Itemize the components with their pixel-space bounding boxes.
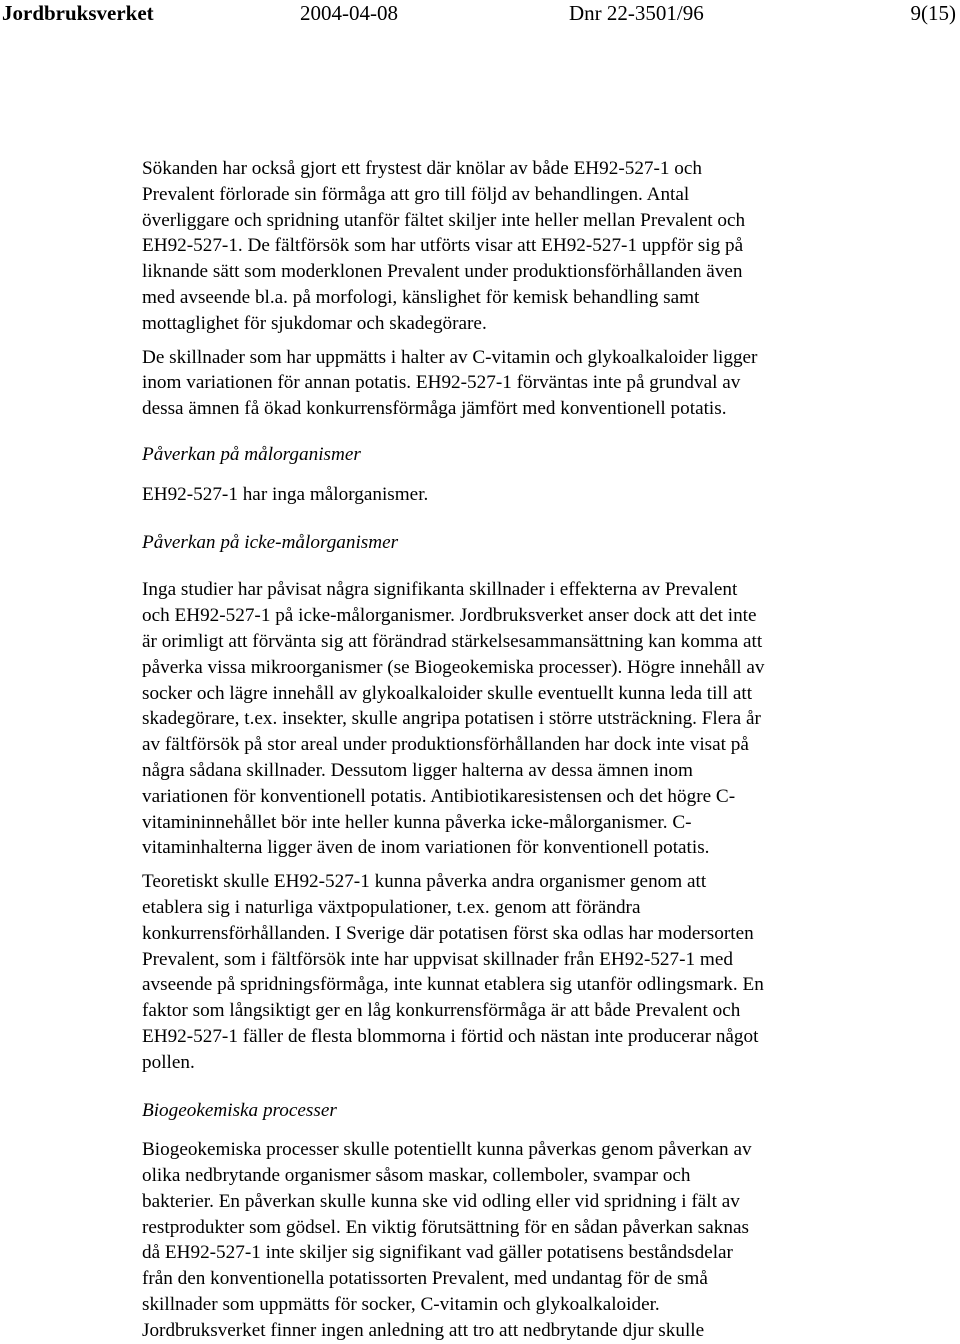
header-organization: Jordbruksverket (2, 1, 154, 25)
text-line: då EH92-527-1 inte skiljer sig signifikant vad gäller potatisens beståndsdelar (142, 1242, 733, 1264)
heading-target-organisms: Påverkan på målorganismer (142, 443, 361, 465)
heading-non-target-organisms: Påverkan på icke-målorganismer (142, 531, 399, 553)
text-line: påverka vissa mikroorganismer (se Biogeokemiska processer). Högre innehåll av (142, 656, 765, 678)
text-line: liknande sätt som moderklonen Prevalent under produktionsförhållanden även (142, 261, 743, 283)
heading-biogeochemical: Biogeokemiska processer (142, 1099, 337, 1121)
text-line: Teoretiskt skulle EH92-527-1 kunna påverka andra organismer genom att (142, 871, 707, 893)
text-line: Jordbruksverket finner ingen anledning att tro att nedbrytande djur skulle (142, 1319, 705, 1341)
text-line: vitamininnehållet bör inte heller kunna påverka icke-målorganismer. C- (142, 811, 692, 833)
text-line: dessa ämnen få ökad konkurrensförmåga jämfört med konventionell potatis. (142, 398, 727, 420)
text-line: Inga studier har påvisat några signifikanta skillnader i effekterna av Prevalent (142, 579, 738, 601)
text-line: av fältförsök på stor areal under produktionsförhållanden har dock inte visat på (142, 734, 749, 756)
paragraph-theoretical-impact (142, 869, 882, 1075)
text-line: Prevalent, som i fältförsök inte har uppvisat skillnader från EH92-527-1 med (142, 948, 733, 970)
paragraph-biogeochemical (142, 1137, 882, 1343)
header-page-number: 9(15) (910, 1, 956, 25)
header-reference: Dnr 22-3501/96 (569, 1, 704, 25)
text-line: faktor som långsiktigt ger en låg konkurrensförmåga är att både Prevalent och (142, 1000, 741, 1022)
text-line: pollen. (142, 1051, 195, 1073)
text-line: EH92-527-1. De fältförsök som har utförts visar att EH92-527-1 uppför sig på (142, 235, 744, 257)
text-line: inom variationen för annan potatis. EH92-527-1 förväntas inte på grundval av (142, 372, 741, 394)
paragraph-vitamin-glycoalkaloids (142, 345, 882, 422)
text-line: Prevalent förlorade sin förmåga att gro till följd av behandlingen. Antal (142, 183, 690, 205)
text-line: några sådana skillnader. Dessutom ligger halterna av dessa ämnen inom (142, 759, 693, 781)
paragraph-target-organisms (142, 482, 882, 508)
text-line: socker och lägre innehåll av glykoalkaloider skulle eventuellt kunna leda till att (142, 682, 753, 704)
text-line: bakterier. En påverkan skulle kunna ske vid odling eller vid spridning i fält av (142, 1190, 740, 1212)
text-line: variationen för konventionell potatis. Antibiotikaresistensen och det högre C- (142, 785, 736, 807)
text-line: skillnader som uppmätts för socker, C-vitamin och glykoalkaloider. (142, 1294, 660, 1316)
text-line: Biogeokemiska processer skulle potentiellt kunna påverkas genom påverkan av (142, 1139, 752, 1161)
text-line: är orimligt att förvänta sig att förändrad stärkelsesammansättning kan komma att (142, 630, 763, 652)
text-line: avseende på spridningsförmåga, inte kunnat etablera sig utanför odlingsmark. En (142, 974, 764, 996)
text-line: Sökanden har också gjort ett frystest där knölar av både EH92-527-1 och (142, 158, 702, 179)
text-line: EH92-527-1 fäller de flesta blommorna i förtid och nästan inte producerar något (142, 1025, 759, 1047)
text-line: De skillnader som har uppmätts i halter av C-vitamin och glykoalkaloider ligger (142, 346, 758, 368)
text-line: etablera sig i naturliga växtpopulationer, t.ex. genom att förändra (142, 896, 641, 918)
text-line: överliggare och spridning utanför fältet skiljer inte heller mellan Prevalent och (142, 209, 746, 231)
text-line: konkurrensförhållanden. I Sverige där potatisen först ska odlas har modersorten (142, 922, 754, 944)
text-line: restprodukter som gödsel. En viktig förutsättning för en sådan påverkan saknas (142, 1216, 749, 1238)
paragraph-non-target-organisms (142, 577, 882, 861)
page-header (0, 0, 960, 30)
text-line: skadegörare, t.ex. insekter, skulle angripa potatisen i större utsträckning. Flera år (142, 708, 761, 730)
text-line: vitaminhalterna ligger även de inom variationen för konventionell potatis. (142, 837, 710, 859)
paragraph-frost-test (142, 156, 882, 337)
text-line: mottaglighet för sjukdomar och skadegörare. (142, 312, 487, 334)
document-body (142, 156, 882, 1344)
header-date: 2004-04-08 (300, 1, 398, 25)
text-line: med avseende bl.a. på morfologi, känslighet för kemisk behandling samt (142, 286, 700, 308)
text-line: EH92-527-1 har inga målorganismer. (142, 483, 429, 505)
text-line: från den konventionella potatissorten Prevalent, med undantag för de små (142, 1268, 708, 1290)
text-line: olika nedbrytande organismer såsom maskar, collemboler, svampar och (142, 1165, 691, 1187)
text-line: och EH92-527-1 på icke-målorganismer. Jordbruksverket anser dock att det inte (142, 605, 757, 627)
